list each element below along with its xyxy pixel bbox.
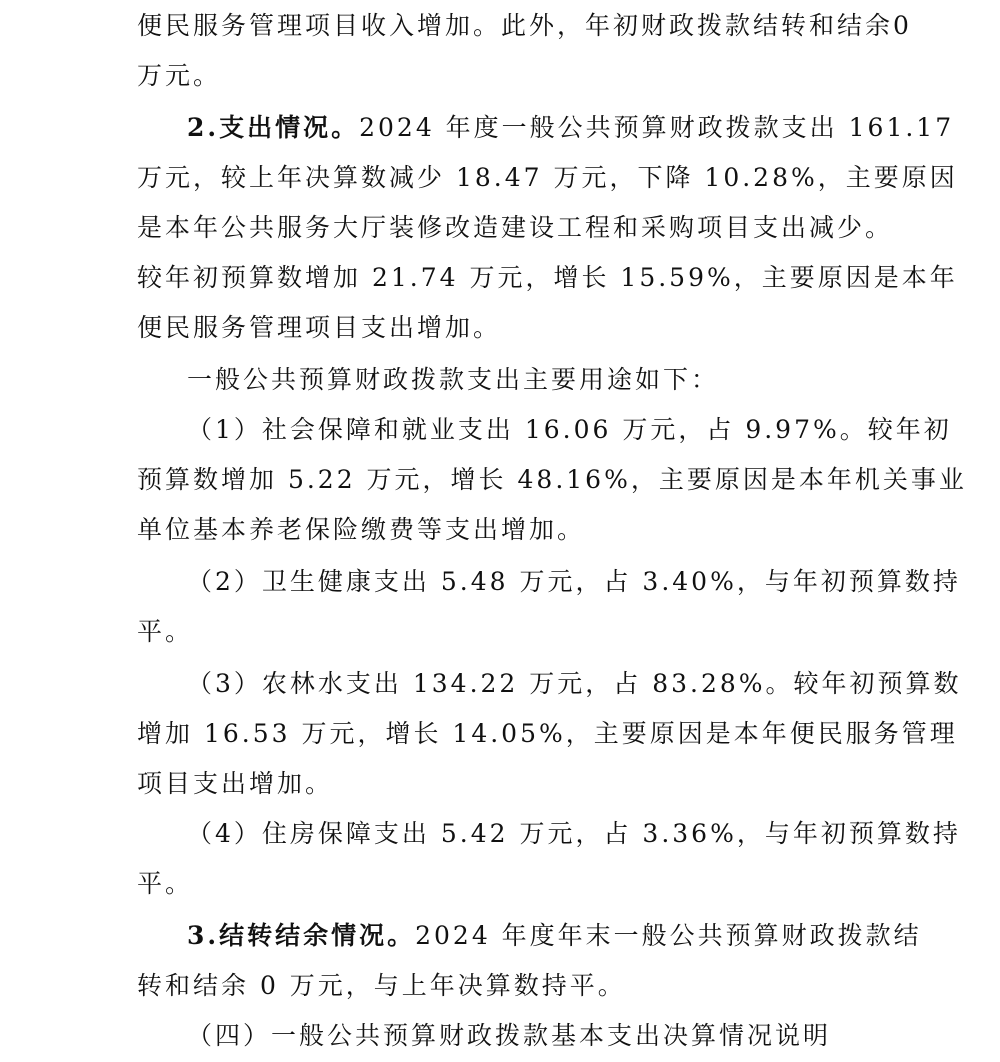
line-text: 增加 16.53 万元，增长 14.05%，主要原因是本年便民服务管理 (137, 719, 958, 748)
line-text: （四）一般公共预算财政拨款基本支出决算情况说明 (187, 1021, 832, 1050)
section-heading-line (187, 910, 922, 962)
paragraph-line (137, 0, 912, 52)
line-text: （4）住房保障支出 5.42 万元，占 3.36%，与年初预算数持 (187, 819, 961, 848)
paragraph-line (137, 202, 894, 254)
list-item-line (187, 808, 961, 860)
section-heading: 3.结转结余情况。 (187, 921, 416, 950)
line-text: 较年初预算数增加 21.74 万元，增长 15.59%，主要原因是本年 (137, 263, 958, 292)
subsection-heading (187, 1010, 877, 1062)
paragraph-line (137, 858, 877, 910)
line-text: 转和结余 0 万元，与上年决算数持平。 (137, 971, 626, 1000)
line-text: 是本年公共服务大厅装修改造建设工程和采购项目支出减少。 (137, 213, 894, 242)
section-heading-line (187, 102, 955, 154)
list-item-line (187, 404, 952, 456)
paragraph-line (137, 50, 877, 102)
paragraph-line (187, 354, 877, 406)
line-text: 平。 (137, 617, 194, 646)
section-heading: 2.支出情况。 (187, 113, 360, 142)
paragraph-line (137, 302, 877, 354)
line-text: 2024 年度一般公共预算财政拨款支出 161.17 (359, 113, 955, 142)
line-text: （2）卫生健康支出 5.48 万元，占 3.40%，与年初预算数持 (187, 567, 961, 596)
line-text: 2024 年度年末一般公共预算财政拨款结 (415, 921, 922, 950)
line-text: 单位基本养老保险缴费等支出增加。 (137, 515, 586, 544)
paragraph-line (137, 960, 877, 1012)
paragraph-line (137, 252, 958, 304)
list-item-line (187, 556, 961, 608)
line-text: 便民服务管理项目收入增加。此外，年初财政拨款结转和结余0 (137, 11, 912, 40)
paragraph-line (137, 152, 958, 204)
line-text: 项目支出增加。 (137, 769, 334, 798)
line-text: 万元。 (137, 61, 222, 90)
line-text: 预算数增加 5.22 万元，增长 48.16%，主要原因是本年机关事业 (137, 465, 967, 494)
line-text: 便民服务管理项目支出增加。 (137, 313, 502, 342)
paragraph-line (137, 454, 967, 506)
line-text: 万元，较上年决算数减少 18.47 万元，下降 10.28%，主要原因 (137, 163, 958, 192)
paragraph-line (137, 758, 877, 810)
line-text: （1）社会保障和就业支出 16.06 万元，占 9.97%。较年初 (187, 415, 952, 444)
paragraph-line (137, 606, 877, 658)
list-item-line (187, 658, 962, 710)
paragraph-line (137, 504, 877, 556)
line-text: （3）农林水支出 134.22 万元，占 83.28%。较年初预算数 (187, 669, 962, 698)
line-text: 平。 (137, 869, 194, 898)
line-text: 一般公共预算财政拨款支出主要用途如下： (187, 365, 720, 394)
paragraph-line (137, 708, 958, 760)
